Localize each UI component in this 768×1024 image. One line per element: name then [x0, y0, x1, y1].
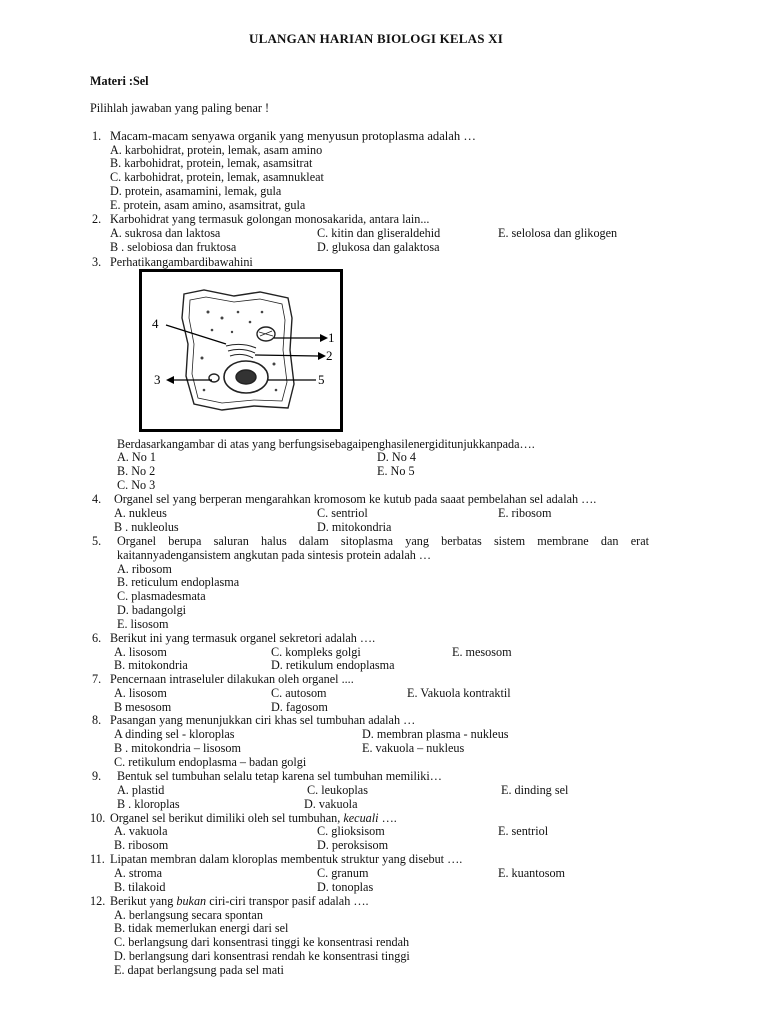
option-e: E. ribosom: [498, 506, 552, 520]
option-e: E. No 5: [377, 464, 415, 478]
question-number: 1.: [92, 129, 102, 143]
question-5-line-2: kaitannyadengansistem angkutan pada sintesis protein adalah …: [117, 548, 432, 562]
question-1-text: Macam-macam senyawa organik yang menyusun protoplasma adalah …: [110, 129, 476, 143]
option-a: A. vakuola: [114, 824, 168, 838]
option-a: A. plastid: [117, 783, 165, 797]
option-e: E. sentriol: [498, 824, 549, 838]
page-title: ULANGAN HARIAN BIOLOGI KELAS XI: [249, 31, 503, 46]
option-b: B mesosom: [114, 700, 172, 714]
option-b: B. reticulum endoplasma: [117, 575, 240, 589]
question-3-text: Perhatikangambardibawahini: [110, 255, 253, 269]
option-c: C. kitin dan gliseraldehid: [317, 226, 441, 240]
option-b: B . nukleolus: [114, 520, 179, 534]
question-3-stem: Berdasarkangambar di atas yang berfungsisebagaipenghasilenergiditunjukkanpada….: [117, 437, 535, 451]
question-number: 10.: [90, 811, 106, 825]
option-e: E. lisosom: [117, 617, 169, 631]
option-c: C. karbohidrat, protein, lemak, asamnukleat: [110, 170, 324, 184]
question-10-text: Organel sel berikut dimiliki oleh sel tumbuhan, kecuali ….: [110, 811, 397, 825]
option-a: A. karbohidrat, protein, lemak, asam amino: [110, 143, 323, 157]
option-a: A. nukleus: [114, 506, 167, 520]
question-number: 12.: [90, 894, 106, 908]
option-a: A. sukrosa dan laktosa: [110, 226, 221, 240]
option-b: B . selobiosa dan fruktosa: [110, 240, 237, 254]
plant-cell-illustration: [142, 272, 340, 429]
option-a: A dinding sel - kloroplas: [114, 727, 235, 741]
option-d: D. peroksisom: [317, 838, 389, 852]
option-b: B. mitokondria: [114, 658, 188, 672]
question-2-text: Karbohidrat yang termasuk golongan monosakarida, antara lain...: [110, 212, 430, 226]
option-c: C. retikulum endoplasma – badan golgi: [114, 755, 307, 769]
option-b: B. karbohidrat, protein, lemak, asamsitrat: [110, 156, 313, 170]
option-b: B. tidak memerlukan energi dari sel: [114, 921, 289, 935]
question-number: 5.: [92, 534, 102, 548]
option-d: D. membran plasma - nukleus: [362, 727, 509, 741]
option-a: A. lisosom: [114, 645, 167, 659]
option-a: A. lisosom: [114, 686, 167, 700]
option-c: C. kompleks golgi: [271, 645, 361, 659]
option-b: B . kloroplas: [117, 797, 180, 811]
question-8-text: Pasangan yang menunjukkan ciri khas sel tumbuhan adalah …: [110, 713, 416, 727]
emphasis-kecuali: kecuali: [343, 811, 379, 825]
option-d: D. fagosom: [271, 700, 328, 714]
arrowhead-3-icon: [166, 376, 174, 384]
question-number: 11.: [90, 852, 105, 866]
question-6-text: Berikut ini yang termasuk organel sekretori adalah ….: [110, 631, 376, 645]
option-a: A. ribosom: [117, 562, 172, 576]
arrowhead-1-icon: [320, 334, 328, 342]
question-number: 3.: [92, 255, 102, 269]
option-c: C. leukoplas: [307, 783, 368, 797]
question-number: 9.: [92, 769, 102, 783]
option-b: B . mitokondria – lisosom: [114, 741, 241, 755]
option-c: C. autosom: [271, 686, 327, 700]
instruction-text: Pilihlah jawaban yang paling benar !: [90, 101, 270, 115]
option-a: A. No 1: [117, 450, 156, 464]
option-e: E. protein, asam amino, asamsitrat, gula: [110, 198, 306, 212]
option-d: D. retikulum endoplasma: [271, 658, 395, 672]
cell-diagram: [139, 269, 343, 432]
arrowhead-2-icon: [318, 352, 326, 360]
option-d: D. badangolgi: [117, 603, 187, 617]
pointer-line-2: [255, 355, 318, 356]
option-e: E. Vakuola kontraktil: [407, 686, 511, 700]
option-d: D. berlangsung dari konsentrasi rendah ke konsentrasi tinggi: [114, 949, 410, 963]
label-2: 2: [326, 348, 333, 363]
option-d: D. No 4: [377, 450, 416, 464]
question-9-text: Bentuk sel tumbuhan selalu tetap karena sel tumbuhan memiliki…: [117, 769, 442, 783]
option-c: C. plasmadesmata: [117, 589, 206, 603]
label-4: 4: [152, 316, 159, 331]
label-1: 1: [328, 330, 335, 345]
option-d: D. mitokondria: [317, 520, 392, 534]
option-d: D. tonoplas: [317, 880, 374, 894]
option-d: D. vakuola: [304, 797, 358, 811]
option-e: E. dapat berlangsung pada sel mati: [114, 963, 284, 977]
option-b: B. No 2: [117, 464, 156, 478]
option-c: C. sentriol: [317, 506, 368, 520]
option-c: C. berlangsung dari konsentrasi tinggi ke konsentrasi rendah: [114, 935, 410, 949]
option-b: B. tilakoid: [114, 880, 166, 894]
option-c: C. glioksisom: [317, 824, 385, 838]
option-e: E. dinding sel: [501, 783, 569, 797]
question-number: 4.: [92, 492, 102, 506]
question-12-text: Berikut yang bukan ciri-ciri transpor pasif adalah ….: [110, 894, 369, 908]
question-4-text: Organel sel yang berperan mengarahkan kromosom ke kutub pada saaat pembelahan sel adalah ….: [114, 492, 597, 506]
question-number: 8.: [92, 713, 102, 727]
option-e: E. vakuola – nukleus: [362, 741, 465, 755]
topic-label: Materi :Sel: [90, 74, 149, 88]
emphasis-bukan: bukan: [176, 894, 207, 908]
option-d: D. glukosa dan galaktosa: [317, 240, 440, 254]
option-e: E. selolosa dan glikogen: [498, 226, 618, 240]
question-number: 2.: [92, 212, 102, 226]
option-c: C. granum: [317, 866, 369, 880]
pointer-line-4: [166, 325, 226, 344]
option-e: E. mesosom: [452, 645, 512, 659]
option-a: A. berlangsung secara spontan: [114, 908, 263, 922]
question-number: 7.: [92, 672, 102, 686]
question-7-text: Pencernaan intraseluler dilakukan oleh organel ....: [110, 672, 354, 686]
option-b: B. ribosom: [114, 838, 169, 852]
option-a: A. stroma: [114, 866, 163, 880]
label-3: 3: [154, 372, 161, 387]
option-e: E. kuantosom: [498, 866, 566, 880]
option-d: D. protein, asamamini, lemak, gula: [110, 184, 282, 198]
question-5-line-1: Organel berupa saluran halus dalam sitoplasma yang berbatas sistem membrane dan erat: [117, 534, 649, 548]
option-c: C. No 3: [117, 478, 156, 492]
label-5: 5: [318, 372, 325, 387]
question-11-text: Lipatan membran dalam kloroplas membentuk struktur yang disebut ….: [110, 852, 463, 866]
question-number: 6.: [92, 631, 102, 645]
